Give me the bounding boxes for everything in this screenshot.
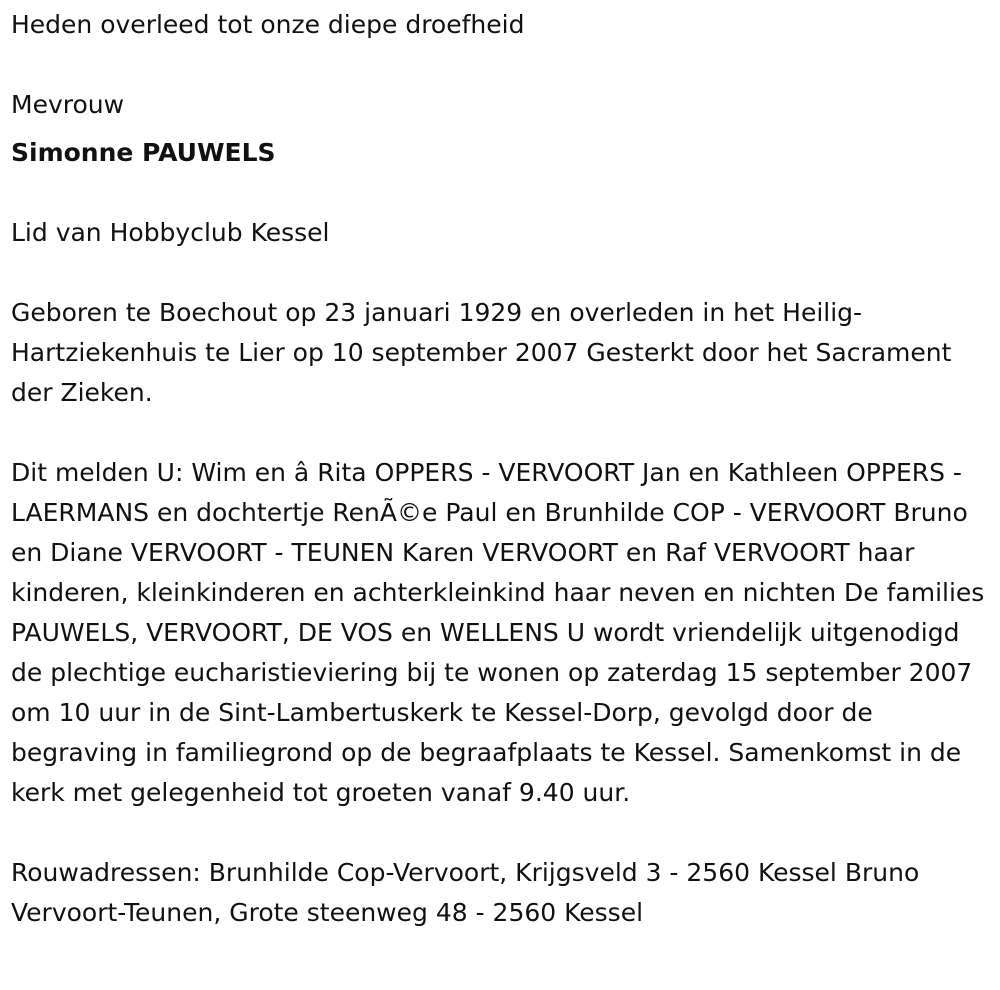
spacer (11, 413, 996, 453)
spacer (11, 813, 996, 853)
deceased-name: Simonne PAUWELS (11, 138, 276, 167)
spacer (11, 173, 996, 213)
salutation: Mevrouw (11, 90, 125, 119)
membership-text: Lid van Hobbyclub Kessel (11, 218, 330, 247)
death-notice (11, 5, 996, 933)
spacer (11, 45, 996, 85)
spacer (11, 125, 996, 133)
spacer (11, 253, 996, 293)
intro-text: Heden overleed tot onze diepe droefheid (11, 10, 525, 39)
announcement-paragraph: Dit melden U: Wim en â Rita OPPERS - VERVOORT Jan en Kathleen OPPERS - LAERMANS en dochtertje RenÃ©e Paul en Brunhilde COP - VERVOORT Bruno en Diane VERVOORT - TEUNEN Karen VERVOORT en Raf VERVOORT haar kinderen, kleinkinderen en achterkleinkind haar neven en nichten De families PAUWELS, VERVOORT, DE VOS en WELLENS U wordt vriendelijk uitgenodigd de plechtige eucharistieviering bij te wonen op zaterdag 15 september 2007 om 10 uur in de Sint-Lambertuskerk te Kessel-Dorp, gevolgd door de begraving in familiegrond op de begraafplaats te Kessel. Samenkomst in de kerk met gelegenheid tot groeten vanaf 9.40 uur. (11, 458, 985, 807)
birth-death-paragraph: Geboren te Boechout op 23 januari 1929 en overleden in het Heilig-Hartziekenhuis te Lier op 10 september 2007 Gesterkt door het Sacrament der Zieken. (11, 298, 952, 407)
mourning-addresses: Rouwadressen: Brunhilde Cop-Vervoort, Krijgsveld 3 - 2560 Kessel Bruno Vervoort-Teunen, Grote steenweg 48 - 2560 Kessel (11, 858, 920, 927)
